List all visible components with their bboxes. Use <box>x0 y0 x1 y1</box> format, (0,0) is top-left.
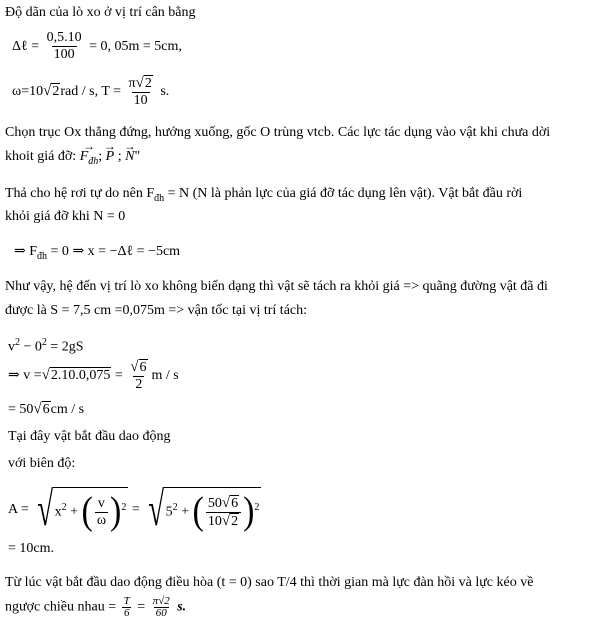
eq2-pi: π <box>128 75 136 91</box>
eq1-fraction <box>45 30 84 63</box>
equation-x-displacement: ⇒ $F_{đh} = 0$ ⇒ x = −Δℓ = −5cm <box>14 244 181 262</box>
eq1-num: 0,5.10 <box>46 30 82 46</box>
eq2-period-unit: s. <box>160 84 170 99</box>
time-interval-text: Từ lúc vật bắt đầu dao động điều hòa (t = 0) sao T/4 thì thời gian mà lực đàn hồi và lực kéo về <box>5 575 534 590</box>
sqrt-icon: √ <box>43 83 52 99</box>
forces-tail: " <box>134 149 141 164</box>
implies-icon: ⇒ <box>72 244 85 259</box>
leave-support-text: khỏi giá đỡ khi N = 0 <box>5 209 126 224</box>
sqrt-icon: √ <box>33 401 42 417</box>
eq1-lhs: Δℓ = <box>12 39 40 54</box>
eq2-period-rad: 2 <box>144 75 152 91</box>
sqrt-icon: √ <box>41 367 50 383</box>
free-fall-text: Thả cho hệ rơi tự do nên $F_{đh} = N$ (N là phản lực của giá đỡ tác dụng lên vật). Vật bắt đầu rời <box>5 186 523 204</box>
sqrt-icon: √ <box>221 512 231 529</box>
time-interval-result: ngược chiều nhau = $\frac{T}{6}$ = $\frac{\pi√2}{60}$ s. <box>5 595 187 619</box>
eq1-den: 100 <box>53 47 75 63</box>
sqrt-icon: √ <box>148 482 165 536</box>
sqrt-icon: √ <box>130 358 139 375</box>
force-spring-vector: → $F_{đh}$ <box>80 148 99 171</box>
amplitude-result: = 10cm. <box>8 541 54 556</box>
eq2-period-fraction <box>127 75 155 109</box>
equation-velocity: ⇒ v =√2.10.0,075 = $\frac{√6}{2}$ m / s <box>8 358 179 392</box>
equation-kinematics: $v^2 - 0^2 = 2gS$ <box>8 337 84 355</box>
eq2-omega-unit: rad / s, T = <box>60 84 122 99</box>
equation-velocity-value: = 50√6cm / s <box>8 401 85 417</box>
sqrt-icon: √ <box>135 74 144 91</box>
pi-root2-over-60-fraction: $\frac{\pi√2}{60}$ <box>152 595 170 619</box>
eq2-omega-rad: 2 <box>52 84 60 99</box>
equation-omega-period <box>12 74 169 109</box>
axis-choice-text: Chọn trục Ox thẳng đứng, hướng xuống, gốc O trùng vtcb. Các lực tác dụng vào vật khi chưa dời <box>5 125 551 140</box>
eq5-fraction: $\frac{√6}{2}$ <box>130 358 147 392</box>
forces-intro: khoit giá đỡ: <box>5 149 77 164</box>
distance-text: được là S = 7,5 cm =0,075m => vận tốc tại vị trí tách: <box>5 303 308 318</box>
amplitude-radicand-1: $x^2$ + ( $\frac{v}{\omega}$ )$^2$ <box>53 487 129 533</box>
forces-line <box>5 148 140 171</box>
eq2-omega: ω=10 <box>12 84 44 99</box>
amplitude-label: với biên độ: <box>8 456 76 471</box>
eq2-period-den: 10 <box>133 92 148 108</box>
implies-icon: ⇒ <box>14 244 26 259</box>
force-weight-vector: → P <box>106 148 115 166</box>
equation-delta-l <box>12 30 182 64</box>
t-over-6-fraction: $\frac{T}{6}$ <box>123 595 130 619</box>
forces-sep-1: ; <box>98 149 103 164</box>
start-oscillation-text: Tại đây vật bắt đầu dao động <box>8 429 171 444</box>
amplitude-radicand-2: $5^2$ + ( $\frac{50√6}{10√2}$ )$^2$ <box>164 487 262 533</box>
sqrt-icon: √ <box>37 482 54 536</box>
equation-amplitude: $A = √x^2$ + ( $\frac{v}{\omega}$ )$^2 = √5^2$ + ( $\frac{50√6}{10√2}$ )$^2$ <box>8 482 260 536</box>
no-deformation-text: Như vậy, hệ đến vị trí lò xo không biến dạng thì vật sẽ tách ra khỏi giá => quãng đường vật đã đi <box>5 279 548 294</box>
eq2-period-num <box>127 75 155 92</box>
force-normal-vector: → N <box>125 148 134 166</box>
sqrt-icon: √ <box>221 494 231 511</box>
eq1-rhs: = 0, 05m = 5cm, <box>89 39 182 54</box>
intro-text: Độ dãn của lò xo ở vị trí cân bằng <box>5 5 196 20</box>
forces-sep-2: ; <box>117 149 122 164</box>
